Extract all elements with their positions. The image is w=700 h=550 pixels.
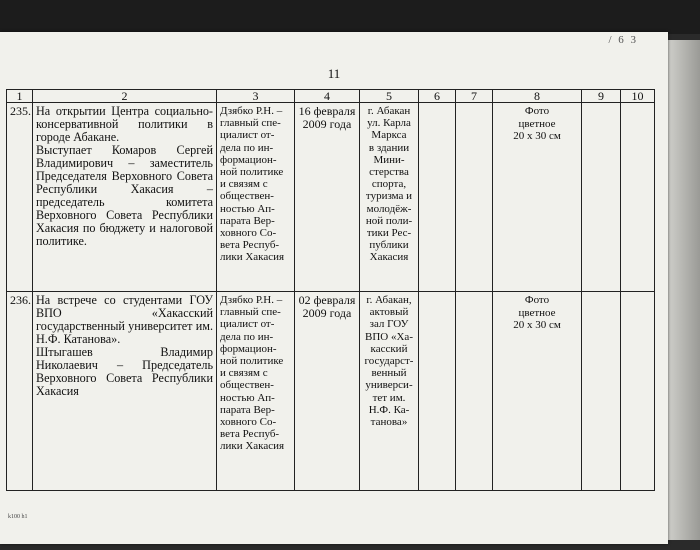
event-speaker: Выступает Комаров Сергей Владимирович – заместитель Председателя Верховного Совета Республики Хакасия – председатель комитета Верховного Совета Республики Хакасия по бюджету и налоговой политике. [36, 143, 213, 248]
photo-format [493, 292, 582, 491]
empty-cell [621, 103, 655, 292]
photo-format-text: Фото цветное 20 х 30 см [513, 294, 561, 331]
event-place-text: г. Абакан ул. Карла Маркса в здании Мини- стерства спорта, туризма и молодёж- ной поли- тики Рес- публики Хакасия [365, 105, 413, 264]
event-title: На открытии Центра социально-консервативной политики в городе Абакане. [36, 104, 213, 144]
event-place [360, 103, 419, 292]
photographer [217, 103, 295, 292]
event-date [295, 292, 360, 491]
column-number: 10 [621, 90, 655, 103]
empty-cell [582, 103, 621, 292]
column-number: 6 [419, 90, 456, 103]
inventory-table [6, 89, 655, 491]
item-number: 235. [7, 103, 33, 292]
empty-cell [456, 292, 493, 491]
column-number-row [7, 90, 655, 103]
table-row [7, 103, 655, 292]
page-number: 11 [327, 66, 341, 81]
table-row [7, 292, 655, 491]
empty-cell [582, 292, 621, 491]
column-number: 1 [7, 90, 33, 103]
photographer-text: Дзябко Р.Н. – главный спе- циалист от- дела по ин- формацион- ной политике и связям с обществен- ностью Ап- парата Вер- ховного Со- вета Респуб- лики Хакасия [220, 105, 285, 264]
item-number: 236. [7, 292, 33, 491]
column-number: 3 [217, 90, 295, 103]
empty-cell [419, 292, 456, 491]
photographer [217, 292, 295, 491]
event-date-text: 02 февраля 2009 года [298, 293, 356, 320]
event-speaker: Штыгашев Владимир Николаевич – Председатель Верховного Совета Республики Хакасия [36, 345, 213, 398]
column-number: 8 [493, 90, 582, 103]
event-description [33, 292, 217, 491]
event-date-text: 16 февраля 2009 года [298, 104, 356, 131]
event-description [33, 103, 217, 292]
next-page-edge [668, 40, 700, 540]
column-number: 9 [582, 90, 621, 103]
event-title: На встрече со студентами ГОУ ВПО «Хакасский государственный университет им. Н.Ф. Катанова». [36, 293, 213, 346]
empty-cell [621, 292, 655, 491]
scan-footer-code: k100 h1 [8, 514, 28, 520]
event-place-text: г. Абакан, актовый зал ГОУ ВПО «Ха- касский государст- венный универси- тет им. Н.Ф. Ка- танова» [364, 294, 414, 429]
column-number: 7 [456, 90, 493, 103]
scan-background [0, 0, 700, 34]
empty-cell [419, 103, 456, 292]
empty-cell [456, 103, 493, 292]
event-place [360, 292, 419, 491]
column-number: 2 [33, 90, 217, 103]
corner-handwritten-mark: / 6 3 [608, 34, 638, 46]
column-number: 4 [295, 90, 360, 103]
photo-format [493, 103, 582, 292]
event-date [295, 103, 360, 292]
photographer-text: Дзябко Р.Н. – главный спе- циалист от- дела по ин- формацион- ной политике и связям с обществен- ностью Ап- парата Вер- ховного Со- вета Респуб- лики Хакасия [220, 294, 285, 453]
photo-format-text: Фото цветное 20 х 30 см [513, 105, 561, 142]
column-number: 5 [360, 90, 419, 103]
